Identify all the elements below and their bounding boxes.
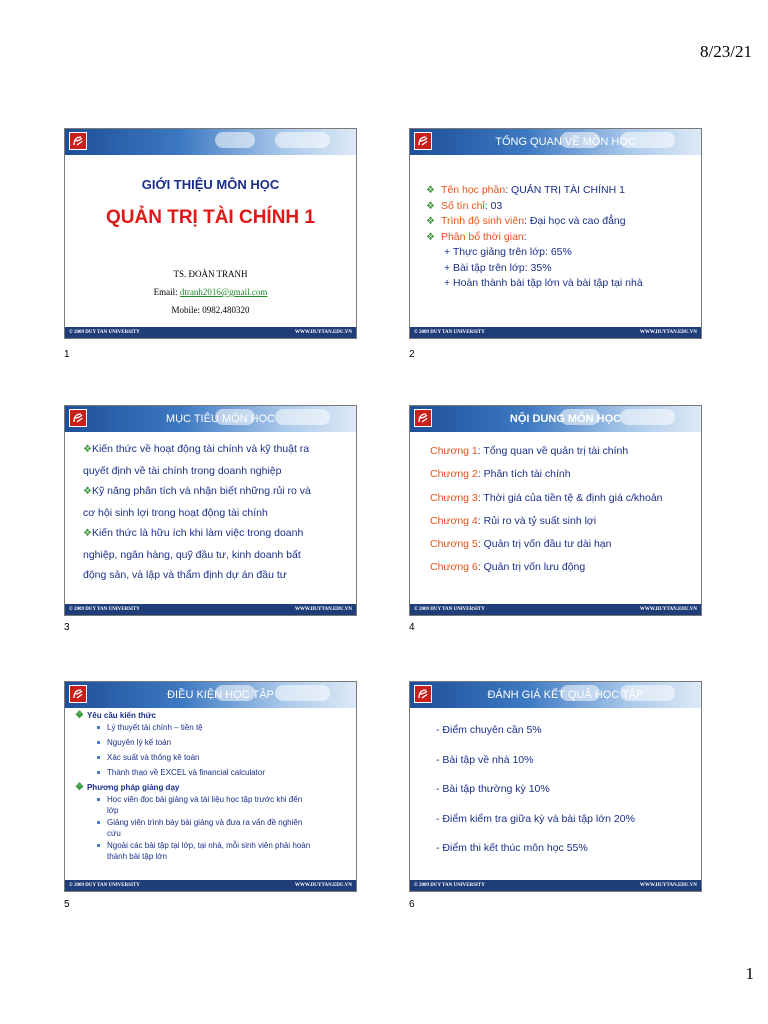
slide-header <box>65 682 356 708</box>
list-item: Giảng viên trình bày bài giảng và đưa ra vấn đề nghiên cứu <box>75 817 353 839</box>
list-item: Ngoài các bài tập tại lớp, tại nhà, mỗi sinh viên phải hoàn thành bài tập lớn <box>75 840 353 862</box>
list-item: ❖ Phân bổ thời gian: <box>426 230 527 243</box>
slide-number: 3 <box>64 622 70 633</box>
sub-item: + Bài tập trên lớp: 35% <box>444 261 552 274</box>
list-item: ❖ Số tín chỉ: 03 <box>426 199 503 212</box>
diamond-bullet-icon: ❖ <box>75 710 84 721</box>
chapter-item: Chương 1: Tổng quan về quản trị tài chính <box>430 445 629 457</box>
diamond-bullet-icon: ❖ <box>83 486 92 497</box>
slide-number: 6 <box>409 899 415 910</box>
university-logo-icon <box>69 685 87 703</box>
slide-footer: © 2009 DUY TAN UNIVERSITY WWW.DUYTAN.EDU.VN <box>65 604 356 615</box>
sub-item: + Hoàn thành bài tập lớn và bài tập tại nhà <box>444 277 643 289</box>
slide-header <box>410 682 701 708</box>
diamond-bullet-icon: ❖ <box>426 231 435 243</box>
slide-number: 5 <box>64 899 70 910</box>
university-logo-icon <box>414 132 432 150</box>
section-heading: ❖ Yêu cầu kiến thức <box>75 710 156 721</box>
chapter-item: Chương 5: Quản trị vốn đầu tư dài hạn <box>430 538 612 551</box>
objective: ❖Kỹ năng phân tích và nhận biết những rủi ro và <box>83 485 311 497</box>
slide-5[interactable] <box>64 681 357 892</box>
slide-3[interactable] <box>64 405 357 616</box>
slide-number: 2 <box>409 349 415 360</box>
slide-header <box>65 129 356 155</box>
slide-number: 1 <box>64 349 70 360</box>
learning-conditions <box>75 709 353 863</box>
slide-footer: © 2009 DUY TAN UNIVERSITY WWW.DUYTAN.EDU.VN <box>410 604 701 615</box>
list-item: Nguyên lý kế toán <box>75 737 353 748</box>
author-email: Email: dtranh2016@gmail.com <box>153 287 268 297</box>
slide-2[interactable] <box>409 128 702 339</box>
diamond-bullet-icon: ❖ <box>426 185 435 196</box>
diamond-bullet-icon: ❖ <box>83 444 92 455</box>
course-intro-heading: GIỚI THIỆU MÔN HỌC <box>141 177 280 192</box>
diamond-bullet-icon: ❖ <box>75 782 84 793</box>
page-number: 1 <box>745 964 754 983</box>
list-item: Lý thuyết tài chính – tiền tệ <box>75 722 353 733</box>
course-overview <box>426 183 696 292</box>
list-item: Xác suất và thống kê toán <box>75 752 353 763</box>
chapter-item: Chương 3: Thời giá của tiền tệ & định giá c/khoản <box>430 491 663 504</box>
slide-title: NỘI DUNG MÔN HỌC <box>509 413 622 425</box>
slide-number: 4 <box>409 622 415 633</box>
diamond-bullet-icon: ❖ <box>426 200 435 212</box>
list-item: ❖ Trình độ sinh viên: Đại học và cao đẳng <box>426 215 626 227</box>
diamond-bullet-icon: ❖ <box>426 216 435 227</box>
slide-title: ĐIỀU KIỆN HỌC TẬP <box>167 689 274 701</box>
list-item: ❖ Tên học phần: QUẢN TRỊ TÀI CHÍNH 1 <box>426 184 625 196</box>
university-logo-icon <box>69 132 87 150</box>
list-item: Thành thạo về EXCEL và financial calculator <box>75 767 353 778</box>
assessment-item: - Điểm kiểm tra giữa kỳ và bài tập lớn 20% <box>436 812 635 825</box>
course-objectives: ❖Kiến thức về hoạt động tài chính và kỹ thuật ra quyết định về tài chính trong doanh nghiệp ❖Kỹ năng phân tích và nhận biết những rủi ro và cơ hội sinh lợi trong hoạt động tài chính ❖Kiến thức là hữu ích khi làm việc trong doanh nghiệp, ngân hàng, quỹ đầu tư, kinh doanh bất động sản, và lập và thẩm định dự án đầu tư <box>83 439 349 586</box>
slide-1[interactable] <box>64 128 357 339</box>
course-title: QUẢN TRỊ TÀI CHÍNH 1 <box>106 207 315 228</box>
diamond-bullet-icon: ❖ <box>83 528 92 539</box>
section-heading: ❖ Phương pháp giảng dạy <box>75 782 180 793</box>
course-chapters <box>430 440 700 580</box>
sub-item: + Thực giảng trên lớp: 65% <box>444 246 572 258</box>
slide-footer: © 2009 DUY TAN UNIVERSITY WWW.DUYTAN.EDU.VN <box>410 880 701 891</box>
list-item: Học viên đọc bài giảng và tài liệu học tập trước khi đến lớp <box>75 794 353 816</box>
slide-header <box>65 406 356 432</box>
slide-4[interactable] <box>409 405 702 616</box>
slide-6[interactable] <box>409 681 702 892</box>
chapter-item: Chương 4: Rủi ro và tỷ suất sinh lợi <box>430 514 597 527</box>
assessment-list <box>436 724 696 872</box>
chapter-item: Chương 2: Phân tích tài chính <box>430 468 571 481</box>
chapter-item: Chương 6: Quản trị vốn lưu động <box>430 561 586 574</box>
slide-title: ĐÁNH GIÁ KẾT QUẢ HỌC TẬP <box>487 689 644 701</box>
university-logo-icon <box>69 409 87 427</box>
objective: ❖Kiến thức là hữu ích khi làm việc trong doanh <box>83 527 304 539</box>
university-logo-icon <box>414 685 432 703</box>
slide-header <box>410 406 701 432</box>
slide-footer: © 2009 DUY TAN UNIVERSITY WWW.DUYTAN.EDU.VN <box>65 327 356 338</box>
objective: ❖Kiến thức về hoạt động tài chính và kỹ thuật ra <box>83 443 310 455</box>
author-mobile: Mobile: 0982.480320 <box>171 305 250 315</box>
page-date: 8/23/21 <box>700 42 752 61</box>
slide-footer: © 2009 DUY TAN UNIVERSITY WWW.DUYTAN.EDU.VN <box>65 880 356 891</box>
assessment-item: - Bài tập thường kỳ 10% <box>436 783 550 795</box>
assessment-item: - Bài tập về nhà 10% <box>436 753 534 766</box>
email-link[interactable]: dtranh2016@gmail.com <box>179 287 268 297</box>
assessment-item: - Điểm chuyên cần 5% <box>436 724 542 736</box>
slide-title: TỔNG QUAN VỀ MÔN HỌC <box>495 136 636 148</box>
assessment-item: - Điểm thi kết thúc môn học 55% <box>436 842 588 854</box>
university-logo-icon <box>414 409 432 427</box>
author-name: TS. ĐOÀN TRANH <box>173 269 248 279</box>
slide-header <box>410 129 701 155</box>
slide-title: MỤC TIÊU MÔN HỌC <box>165 413 276 425</box>
slide-footer: © 2009 DUY TAN UNIVERSITY WWW.DUYTAN.EDU.VN <box>410 327 701 338</box>
